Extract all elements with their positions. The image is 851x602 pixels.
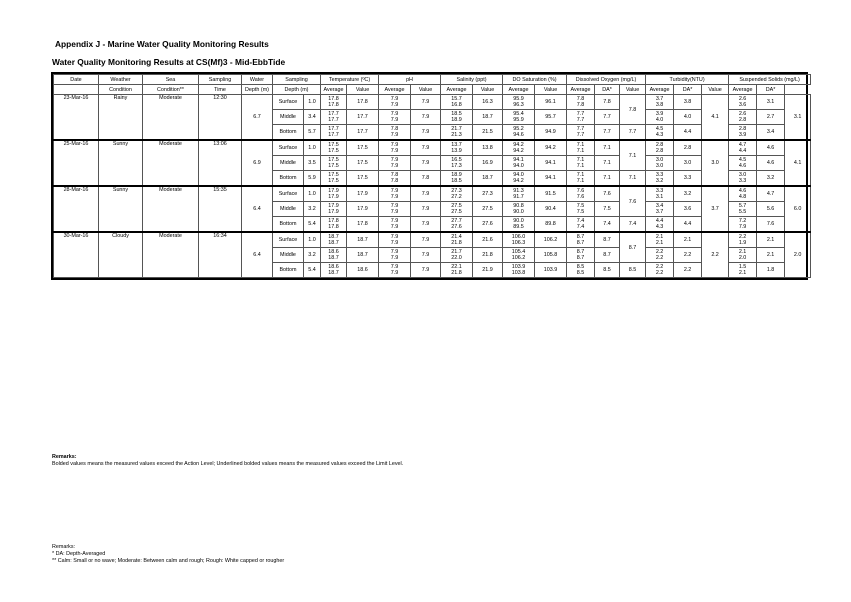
header-cell-bottom: DA* bbox=[674, 85, 702, 95]
suspended-solids-da: 6.0 bbox=[785, 186, 811, 232]
date-cell: 28-Mar-16 bbox=[54, 186, 99, 232]
turbidity-average: 3.2 bbox=[674, 186, 702, 202]
do-saturation-average: 103.9 bbox=[535, 263, 567, 278]
turbidity-average: 3.3 bbox=[674, 171, 702, 187]
sampling-level-cell: Surface bbox=[273, 140, 304, 156]
suspended-solids-average: 4.6 bbox=[757, 140, 785, 156]
turbidity-values: 3.3 3.1 bbox=[646, 186, 674, 202]
temperature-average: 17.5 bbox=[347, 140, 379, 156]
dissolved-oxygen-values: 7.6 7.6 bbox=[567, 186, 595, 202]
suspended-solids-average: 7.6 bbox=[757, 217, 785, 233]
salinity-values: 27.3 27.2 bbox=[441, 186, 473, 202]
temperature-average: 17.5 bbox=[347, 156, 379, 171]
header-cell-top: DO Saturation (%) bbox=[503, 75, 567, 85]
temperature-average: 17.9 bbox=[347, 202, 379, 217]
dissolved-oxygen-values: 8.7 8.7 bbox=[567, 248, 595, 263]
turbidity-values: 2.8 2.8 bbox=[646, 140, 674, 156]
temperature-values: 17.7 17.7 bbox=[321, 110, 347, 125]
ph-average: 7.9 bbox=[411, 125, 441, 141]
suspended-solids-average: 4.7 bbox=[757, 186, 785, 202]
header-cell-bottom: DA* bbox=[757, 85, 785, 95]
temperature-values: 17.5 17.5 bbox=[321, 171, 347, 187]
salinity-average: 27.6 bbox=[473, 217, 503, 233]
suspended-solids-values: 2.8 3.9 bbox=[729, 125, 757, 141]
ph-average: 7.9 bbox=[411, 248, 441, 263]
table-row bbox=[54, 186, 811, 202]
suspended-solids-values: 4.7 4.4 bbox=[729, 140, 757, 156]
do-saturation-values: 105.4 106.2 bbox=[503, 248, 535, 263]
sampling-level-cell: Bottom bbox=[273, 125, 304, 141]
turbidity-values: 2.2 2.2 bbox=[646, 263, 674, 278]
salinity-average: 27.5 bbox=[473, 202, 503, 217]
do-saturation-values: 94.2 94.2 bbox=[503, 140, 535, 156]
header-cell-bottom bbox=[54, 85, 99, 95]
dissolved-oxygen-da: 7.1 bbox=[620, 140, 646, 171]
ph-values: 7.9 7.9 bbox=[379, 186, 411, 202]
dissolved-oxygen-average: 7.1 bbox=[595, 140, 620, 156]
results-table bbox=[53, 74, 811, 278]
header-cell-bottom: Average bbox=[321, 85, 347, 95]
do-saturation-average: 91.5 bbox=[535, 186, 567, 202]
turbidity-average: 4.4 bbox=[674, 125, 702, 141]
weather-cell: Sunny bbox=[99, 140, 143, 186]
salinity-average: 21.6 bbox=[473, 232, 503, 248]
sampling-time-cell: 12:30 bbox=[199, 95, 242, 141]
table-body bbox=[54, 95, 811, 278]
water-depth-cell: 6.9 bbox=[242, 140, 273, 186]
suspended-solids-values: 2.6 3.6 bbox=[729, 95, 757, 110]
turbidity-average: 2.2 bbox=[674, 248, 702, 263]
suspended-solids-da: 2.0 bbox=[785, 232, 811, 278]
remarks-heading: Remarks: bbox=[52, 454, 77, 460]
date-cell: 25-Mar-16 bbox=[54, 140, 99, 186]
header-cell-bottom: Average bbox=[503, 85, 535, 95]
header-cell-bottom: Average bbox=[646, 85, 674, 95]
header-cell-bottom: Condition** bbox=[143, 85, 199, 95]
header-cell-bottom: Time bbox=[199, 85, 242, 95]
dissolved-oxygen-values: 7.4 7.4 bbox=[567, 217, 595, 233]
sampling-depth-cell: 1.0 bbox=[304, 186, 321, 202]
header-cell-top: Sampling bbox=[273, 75, 321, 85]
header-cell-bottom: Value bbox=[473, 85, 503, 95]
do-saturation-average: 90.4 bbox=[535, 202, 567, 217]
header-cell-bottom: Average bbox=[379, 85, 411, 95]
water-depth-cell: 6.4 bbox=[242, 232, 273, 278]
temperature-average: 17.7 bbox=[347, 125, 379, 141]
suspended-solids-da: 4.1 bbox=[785, 140, 811, 186]
suspended-solids-values: 4.6 4.8 bbox=[729, 186, 757, 202]
dissolved-oxygen-values: 7.1 7.1 bbox=[567, 140, 595, 156]
dissolved-oxygen-values: 7.1 7.1 bbox=[567, 171, 595, 187]
dissolved-oxygen-average: 8.7 bbox=[595, 232, 620, 248]
dissolved-oxygen-values: 7.7 7.7 bbox=[567, 125, 595, 141]
dissolved-oxygen-average: 7.7 bbox=[595, 110, 620, 125]
water-depth-cell: 6.4 bbox=[242, 186, 273, 232]
ph-average: 7.9 bbox=[411, 95, 441, 110]
turbidity-average: 3.6 bbox=[674, 202, 702, 217]
dissolved-oxygen-average: 7.6 bbox=[595, 186, 620, 202]
temperature-values: 17.9 17.9 bbox=[321, 202, 347, 217]
dissolved-oxygen-average: 7.1 bbox=[595, 171, 620, 187]
do-saturation-average: 96.1 bbox=[535, 95, 567, 110]
suspended-solids-values: 2.2 1.9 bbox=[729, 232, 757, 248]
footnote-da: * DA: Depth-Averaged bbox=[52, 551, 106, 557]
temperature-values: 17.7 17.7 bbox=[321, 125, 347, 141]
ph-average: 7.9 bbox=[411, 232, 441, 248]
turbidity-values: 2.2 2.2 bbox=[646, 248, 674, 263]
weather-cell: Rainy bbox=[99, 95, 143, 141]
date-cell: 30-Mar-16 bbox=[54, 232, 99, 278]
header-cell-bottom: Value bbox=[702, 85, 729, 95]
header-cell-bottom: Depth (m) bbox=[273, 85, 321, 95]
suspended-solids-average: 5.6 bbox=[757, 202, 785, 217]
suspended-solids-average: 2.1 bbox=[757, 232, 785, 248]
do-saturation-values: 95.9 96.3 bbox=[503, 95, 535, 110]
suspended-solids-values: 2.6 2.8 bbox=[729, 110, 757, 125]
ph-average: 7.9 bbox=[411, 202, 441, 217]
do-saturation-average: 94.9 bbox=[535, 125, 567, 141]
dissolved-oxygen-da: 8.7 bbox=[620, 232, 646, 263]
sea-condition-cell: Moderate bbox=[143, 140, 199, 186]
dissolved-oxygen-values: 7.1 7.1 bbox=[567, 156, 595, 171]
sampling-level-cell: Bottom bbox=[273, 171, 304, 187]
header-cell-bottom: Value bbox=[411, 85, 441, 95]
ph-values: 7.9 7.9 bbox=[379, 110, 411, 125]
table-row bbox=[54, 140, 811, 156]
sea-condition-cell: Moderate bbox=[143, 232, 199, 278]
ph-average: 7.9 bbox=[411, 110, 441, 125]
sea-condition-cell: Moderate bbox=[143, 186, 199, 232]
turbidity-da: 4.1 bbox=[702, 95, 729, 141]
turbidity-values: 4.5 4.3 bbox=[646, 125, 674, 141]
ph-average: 7.9 bbox=[411, 217, 441, 233]
ph-values: 7.9 7.9 bbox=[379, 202, 411, 217]
dissolved-oxygen-average: 7.8 bbox=[595, 95, 620, 110]
do-saturation-average: 94.1 bbox=[535, 171, 567, 187]
ph-average: 7.9 bbox=[411, 263, 441, 278]
header-cell-bottom: Average bbox=[441, 85, 473, 95]
sampling-depth-cell: 1.0 bbox=[304, 140, 321, 156]
header-cell-top: Sampling bbox=[199, 75, 242, 85]
dissolved-oxygen-da-bottom: 8.5 bbox=[620, 263, 646, 278]
sampling-depth-cell: 3.4 bbox=[304, 110, 321, 125]
salinity-average: 21.8 bbox=[473, 248, 503, 263]
suspended-solids-average: 4.6 bbox=[757, 156, 785, 171]
salinity-values: 27.5 27.5 bbox=[441, 202, 473, 217]
sampling-level-cell: Middle bbox=[273, 248, 304, 263]
ph-values: 7.9 7.9 bbox=[379, 95, 411, 110]
ph-average: 7.9 bbox=[411, 140, 441, 156]
do-saturation-values: 90.8 90.0 bbox=[503, 202, 535, 217]
sampling-depth-cell: 3.5 bbox=[304, 156, 321, 171]
header-cell-top: Turbidity(NTU) bbox=[646, 75, 729, 85]
header-cell-bottom: Average bbox=[729, 85, 757, 95]
ph-average: 7.8 bbox=[411, 171, 441, 187]
dissolved-oxygen-da: 7.8 bbox=[620, 95, 646, 125]
salinity-average: 16.3 bbox=[473, 95, 503, 110]
suspended-solids-values: 4.5 4.6 bbox=[729, 156, 757, 171]
turbidity-values: 3.0 3.0 bbox=[646, 156, 674, 171]
suspended-solids-average: 2.1 bbox=[757, 248, 785, 263]
do-saturation-values: 94.0 94.2 bbox=[503, 171, 535, 187]
footnote-heading: Remarks: bbox=[52, 544, 76, 550]
header-cell-top: Sea bbox=[143, 75, 199, 85]
temperature-average: 18.7 bbox=[347, 232, 379, 248]
do-saturation-values: 94.1 94.0 bbox=[503, 156, 535, 171]
weather-cell: Cloudy bbox=[99, 232, 143, 278]
do-saturation-values: 103.9 103.8 bbox=[503, 263, 535, 278]
sampling-level-cell: Bottom bbox=[273, 217, 304, 233]
temperature-average: 18.6 bbox=[347, 263, 379, 278]
suspended-solids-average: 3.2 bbox=[757, 171, 785, 187]
dissolved-oxygen-da: 7.6 bbox=[620, 186, 646, 217]
dissolved-oxygen-values: 8.7 8.7 bbox=[567, 232, 595, 248]
ph-values: 7.8 7.8 bbox=[379, 171, 411, 187]
table-header bbox=[54, 75, 811, 95]
sampling-depth-cell: 1.0 bbox=[304, 232, 321, 248]
results-table-wrapper bbox=[51, 72, 808, 280]
salinity-values: 18.5 18.9 bbox=[441, 110, 473, 125]
do-saturation-values: 90.0 89.5 bbox=[503, 217, 535, 233]
suspended-solids-values: 5.7 5.5 bbox=[729, 202, 757, 217]
do-saturation-average: 89.8 bbox=[535, 217, 567, 233]
sampling-level-cell: Middle bbox=[273, 202, 304, 217]
turbidity-average: 2.8 bbox=[674, 140, 702, 156]
turbidity-da: 2.2 bbox=[702, 232, 729, 278]
dissolved-oxygen-average: 7.7 bbox=[595, 125, 620, 141]
ph-values: 7.9 7.9 bbox=[379, 217, 411, 233]
salinity-average: 27.3 bbox=[473, 186, 503, 202]
dissolved-oxygen-average: 7.1 bbox=[595, 156, 620, 171]
ph-average: 7.9 bbox=[411, 186, 441, 202]
turbidity-values: 3.7 3.8 bbox=[646, 95, 674, 110]
do-saturation-average: 105.8 bbox=[535, 248, 567, 263]
salinity-average: 16.9 bbox=[473, 156, 503, 171]
sampling-depth-cell: 3.2 bbox=[304, 202, 321, 217]
salinity-average: 21.5 bbox=[473, 125, 503, 141]
ph-average: 7.9 bbox=[411, 156, 441, 171]
header-cell-bottom: Value bbox=[347, 85, 379, 95]
sampling-level-cell: Middle bbox=[273, 156, 304, 171]
dissolved-oxygen-average: 7.5 bbox=[595, 202, 620, 217]
temperature-average: 18.7 bbox=[347, 248, 379, 263]
do-saturation-average: 94.1 bbox=[535, 156, 567, 171]
sampling-time-cell: 16:34 bbox=[199, 232, 242, 278]
turbidity-average: 3.8 bbox=[674, 95, 702, 110]
dissolved-oxygen-values: 7.5 7.5 bbox=[567, 202, 595, 217]
ph-values: 7.9 7.9 bbox=[379, 156, 411, 171]
header-cell-top: Salinity (ppt) bbox=[441, 75, 503, 85]
header-cell-top: Suspended Solids (mg/L) bbox=[729, 75, 811, 85]
ph-values: 7.9 7.9 bbox=[379, 248, 411, 263]
dissolved-oxygen-values: 7.8 7.8 bbox=[567, 95, 595, 110]
suspended-solids-average: 3.1 bbox=[757, 95, 785, 110]
suspended-solids-values: 1.5 2.1 bbox=[729, 263, 757, 278]
salinity-values: 13.7 13.9 bbox=[441, 140, 473, 156]
header-cell-top: Temperature (ºC) bbox=[321, 75, 379, 85]
table-row bbox=[54, 232, 811, 248]
sampling-level-cell: Surface bbox=[273, 186, 304, 202]
header-cell-top: pH bbox=[379, 75, 441, 85]
temperature-values: 18.6 18.7 bbox=[321, 263, 347, 278]
salinity-average: 13.8 bbox=[473, 140, 503, 156]
remarks-footnotes bbox=[52, 544, 284, 565]
header-cell-bottom: Value bbox=[535, 85, 567, 95]
dissolved-oxygen-average: 7.4 bbox=[595, 217, 620, 233]
header-cell-top: Water bbox=[242, 75, 273, 85]
salinity-values: 21.7 21.3 bbox=[441, 125, 473, 141]
temperature-values: 17.8 17.8 bbox=[321, 217, 347, 233]
header-cell-bottom: Depth (m) bbox=[242, 85, 273, 95]
sampling-time-cell: 13:06 bbox=[199, 140, 242, 186]
header-cell-top: Dissolved Oxygen (mg/L) bbox=[567, 75, 646, 85]
salinity-values: 21.7 22.0 bbox=[441, 248, 473, 263]
temperature-values: 17.5 17.5 bbox=[321, 156, 347, 171]
dissolved-oxygen-average: 8.5 bbox=[595, 263, 620, 278]
salinity-average: 18.7 bbox=[473, 171, 503, 187]
header-cell-bottom: Condition bbox=[99, 85, 143, 95]
dissolved-oxygen-da-bottom: 7.7 bbox=[620, 125, 646, 141]
do-saturation-values: 95.2 94.6 bbox=[503, 125, 535, 141]
temperature-values: 17.9 17.9 bbox=[321, 186, 347, 202]
dissolved-oxygen-da-bottom: 7.4 bbox=[620, 217, 646, 233]
sampling-depth-cell: 1.0 bbox=[304, 95, 321, 110]
sampling-level-cell: Surface bbox=[273, 232, 304, 248]
sampling-level-cell: Surface bbox=[273, 95, 304, 110]
turbidity-values: 2.1 2.1 bbox=[646, 232, 674, 248]
do-saturation-average: 94.2 bbox=[535, 140, 567, 156]
turbidity-average: 4.4 bbox=[674, 217, 702, 233]
dissolved-oxygen-da-bottom: 7.1 bbox=[620, 171, 646, 187]
suspended-solids-average: 1.8 bbox=[757, 263, 785, 278]
turbidity-values: 3.4 3.7 bbox=[646, 202, 674, 217]
do-saturation-values: 91.3 91.7 bbox=[503, 186, 535, 202]
turbidity-da: 3.7 bbox=[702, 186, 729, 232]
suspended-solids-da: 3.1 bbox=[785, 95, 811, 141]
salinity-values: 18.9 18.5 bbox=[441, 171, 473, 187]
do-saturation-average: 106.2 bbox=[535, 232, 567, 248]
suspended-solids-average: 2.7 bbox=[757, 110, 785, 125]
salinity-values: 22.1 21.8 bbox=[441, 263, 473, 278]
temperature-average: 17.8 bbox=[347, 217, 379, 233]
sampling-time-cell: 15:35 bbox=[199, 186, 242, 232]
temperature-values: 17.5 17.5 bbox=[321, 140, 347, 156]
salinity-average: 21.9 bbox=[473, 263, 503, 278]
salinity-values: 15.7 16.8 bbox=[441, 95, 473, 110]
ph-values: 7.9 7.9 bbox=[379, 232, 411, 248]
header-cell-top: Weather bbox=[99, 75, 143, 85]
turbidity-average: 2.1 bbox=[674, 232, 702, 248]
table-row bbox=[54, 95, 811, 110]
header-cell-top: Date bbox=[54, 75, 99, 85]
turbidity-average: 3.0 bbox=[674, 156, 702, 171]
sea-condition-cell: Moderate bbox=[143, 95, 199, 141]
do-saturation-average: 95.7 bbox=[535, 110, 567, 125]
salinity-values: 27.7 27.6 bbox=[441, 217, 473, 233]
sampling-depth-cell: 5.4 bbox=[304, 263, 321, 278]
header-cell-bottom: Value bbox=[620, 85, 646, 95]
salinity-values: 16.5 17.3 bbox=[441, 156, 473, 171]
sampling-level-cell: Bottom bbox=[273, 263, 304, 278]
temperature-values: 17.8 17.8 bbox=[321, 95, 347, 110]
remarks-text: Bolded values means the measured values exceed the Action Level; Underlined bolded values means the measured values exceed the Limit Level. bbox=[52, 461, 404, 467]
dissolved-oxygen-average: 8.7 bbox=[595, 248, 620, 263]
page-subtitle: Water Quality Monitoring Results at CS(Mf)3 - Mid-EbbTide bbox=[52, 57, 286, 67]
suspended-solids-average: 3.4 bbox=[757, 125, 785, 141]
suspended-solids-values: 3.0 3.3 bbox=[729, 171, 757, 187]
sampling-depth-cell: 5.7 bbox=[304, 125, 321, 141]
salinity-values: 21.4 21.8 bbox=[441, 232, 473, 248]
sampling-depth-cell: 3.2 bbox=[304, 248, 321, 263]
temperature-values: 18.7 18.7 bbox=[321, 232, 347, 248]
salinity-average: 18.7 bbox=[473, 110, 503, 125]
turbidity-average: 2.2 bbox=[674, 263, 702, 278]
ph-values: 7.8 7.9 bbox=[379, 125, 411, 141]
temperature-average: 17.8 bbox=[347, 95, 379, 110]
turbidity-values: 4.4 4.3 bbox=[646, 217, 674, 233]
ph-values: 7.9 7.9 bbox=[379, 140, 411, 156]
ph-values: 7.9 7.9 bbox=[379, 263, 411, 278]
suspended-solids-values: 7.2 7.9 bbox=[729, 217, 757, 233]
footnote-sea-condition: ** Calm: Small or no wave; Moderate: Between calm and rough; Rough: White capped or rougher bbox=[52, 558, 285, 564]
temperature-average: 17.5 bbox=[347, 171, 379, 187]
sampling-depth-cell: 5.9 bbox=[304, 171, 321, 187]
do-saturation-values: 106.0 106.3 bbox=[503, 232, 535, 248]
temperature-average: 17.7 bbox=[347, 110, 379, 125]
turbidity-values: 3.3 3.2 bbox=[646, 171, 674, 187]
temperature-average: 17.9 bbox=[347, 186, 379, 202]
weather-cell: Sunny bbox=[99, 186, 143, 232]
water-depth-cell: 6.7 bbox=[242, 95, 273, 141]
remarks-bold-note bbox=[52, 454, 403, 468]
suspended-solids-values: 2.1 2.0 bbox=[729, 248, 757, 263]
header-cell-bottom: Average bbox=[567, 85, 595, 95]
turbidity-values: 3.9 4.0 bbox=[646, 110, 674, 125]
turbidity-average: 4.0 bbox=[674, 110, 702, 125]
header-cell-bottom: DA* bbox=[595, 85, 620, 95]
dissolved-oxygen-values: 8.5 8.5 bbox=[567, 263, 595, 278]
date-cell: 23-Mar-16 bbox=[54, 95, 99, 141]
turbidity-da: 3.0 bbox=[702, 140, 729, 186]
do-saturation-values: 95.4 95.9 bbox=[503, 110, 535, 125]
temperature-values: 18.6 18.7 bbox=[321, 248, 347, 263]
sampling-depth-cell: 5.4 bbox=[304, 217, 321, 233]
sampling-level-cell: Middle bbox=[273, 110, 304, 125]
page-title: Appendix J - Marine Water Quality Monitoring Results bbox=[55, 39, 269, 49]
dissolved-oxygen-values: 7.7 7.7 bbox=[567, 110, 595, 125]
